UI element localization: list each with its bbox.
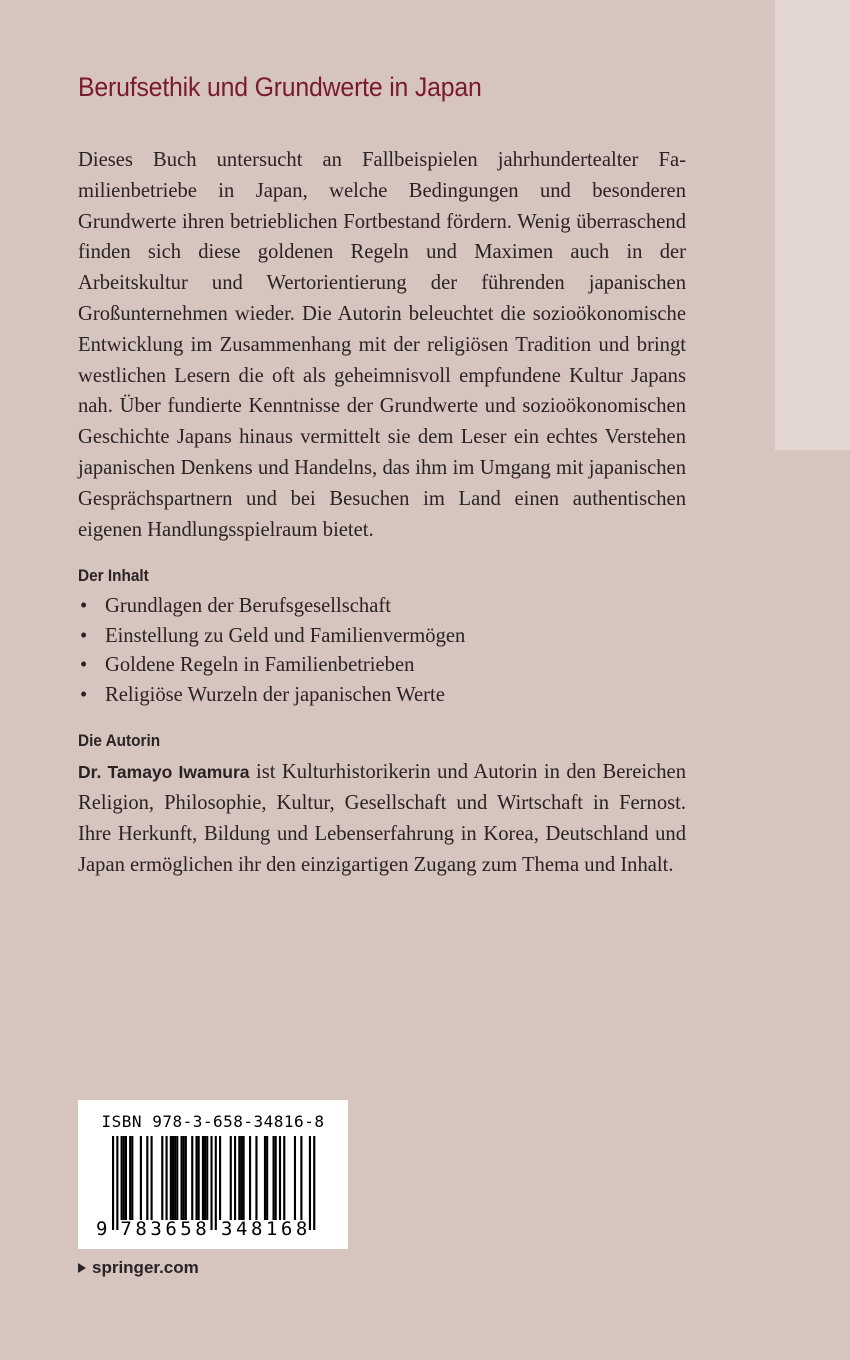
contents-heading: Der Inhalt [78, 567, 149, 586]
list-item: • Religiöse Wurzeln der japanischen Werte [78, 681, 686, 711]
ean-digit: 5 [180, 1218, 192, 1240]
arrow-right-icon [78, 1263, 86, 1273]
isbn-barcode [78, 1100, 348, 1249]
ean-digit: 3 [150, 1218, 162, 1240]
barcode-bar [204, 1136, 206, 1220]
barcode-bar [116, 1136, 118, 1230]
barcode-bar [191, 1136, 193, 1220]
barcode-bar [176, 1136, 178, 1220]
barcode-bar [275, 1136, 277, 1220]
barcode-bar [202, 1136, 204, 1220]
barcode-bar [313, 1136, 315, 1230]
barcode-bar [172, 1136, 174, 1220]
ean-digit: 9 [96, 1218, 108, 1240]
publisher-link-text[interactable]: springer.com [92, 1258, 199, 1277]
publisher-link[interactable] [78, 1258, 199, 1278]
barcode-bar [243, 1136, 245, 1220]
ean-digit: 1 [265, 1218, 278, 1240]
barcode-bar [129, 1136, 131, 1220]
bullet-icon: • [80, 624, 88, 647]
ean-digit: 8 [195, 1218, 207, 1240]
barcode-bar [238, 1136, 240, 1220]
barcode-bars [78, 1100, 348, 1249]
ean-digit: 6 [280, 1218, 293, 1240]
barcode-bar [210, 1136, 212, 1230]
barcode-bar [206, 1136, 208, 1220]
barcode-bar [215, 1136, 217, 1230]
ean-digit: 4 [236, 1218, 248, 1240]
isbn-label: ISBN 978-3-658-34816-8 [101, 1112, 325, 1131]
barcode-bar [279, 1136, 281, 1220]
barcode-bar [309, 1136, 311, 1230]
list-item: • Einstellung zu Geld und Familienvermögen [78, 622, 686, 652]
barcode-bar [166, 1136, 168, 1220]
bullet-icon: • [80, 654, 88, 677]
barcode-bar [283, 1136, 285, 1220]
barcode-bar [180, 1136, 182, 1220]
barcode-bar [121, 1136, 123, 1220]
barcode-bar [255, 1136, 257, 1220]
ean-digit: 8 [251, 1218, 263, 1240]
barcode-bar [125, 1136, 127, 1220]
ean-digit: 6 [165, 1218, 177, 1240]
barcode-bar [264, 1136, 266, 1220]
ean-digit: 7 [120, 1218, 132, 1240]
book-description: Dieses Buch untersucht an Fallbeispielen jahrhundertealter Familienbetriebe in Japan, welche Bedingungen und besonderen Grundwerte ihren betrieblichen Fortbestand fördern. Wenig überraschend finden sich diese goldenen Regeln und Maximen auch in der Arbeitskultur und Wertorientierung der führenden japanischen Großunternehmen wieder. Die Autorin beleuchtet die sozioökonomische Entwicklung im Zusammenhang mit der religiösen Tradition und bringt westlichen Lesern die oft als geheimnisvoll empfundene Kultur Japans nah. Über fundierte Kenntnisse der Grundwerte und sozioökonomischen Geschichte Japans hinaus vermittelt sie dem Leser ein echtes Verstehen japanischen Denkens und Handelns, das ihm im Umgang mit japanischen Gesprächspartnern und bei Besuchen im Land einen authentischen eigenen Handlungsspielraum bietet. [78, 149, 686, 541]
barcode-bar [183, 1136, 185, 1220]
barcode-bar [240, 1136, 242, 1220]
ean-digit: 3 [221, 1218, 233, 1240]
bullet-icon: • [80, 595, 88, 618]
barcode-bar [131, 1136, 133, 1220]
barcode-bar [195, 1136, 197, 1220]
author-name: Dr. Tamayo Iwamura [78, 762, 250, 783]
ean-digit: 8 [135, 1218, 147, 1240]
author-bio-text: ist Kulturhistorikerin und Autorin in den Bereichen Religion, Philosophie, Kultur, Gesellschaft und Wirtschaft in Fernost. Ihre Herkunft, Bildung und Lebenserfahrung in Korea, Deutschland und Japan ermöglichen ihr den einzigartigen Zugang zum Thema und Inhalt. [78, 761, 686, 876]
author-bio [78, 757, 686, 880]
list-item: • Goldene Regeln in Familienbetrieben [78, 651, 686, 681]
spine-strip [775, 0, 850, 450]
barcode-bar [249, 1136, 251, 1220]
list-item: • Grundlagen der Berufsgesellschaft [78, 592, 686, 622]
barcode-bar [219, 1136, 221, 1220]
ean-digit: 8 [295, 1218, 308, 1240]
barcode-bar [234, 1136, 236, 1220]
barcode-bar [266, 1136, 268, 1220]
barcode-bar [146, 1136, 148, 1220]
barcode-bar [161, 1136, 163, 1220]
author-heading: Die Autorin [78, 732, 161, 751]
barcode-bar [185, 1136, 187, 1220]
barcode-bar [112, 1136, 114, 1230]
barcode-bar [151, 1136, 153, 1220]
barcode-bar [273, 1136, 275, 1220]
barcode-bar [170, 1136, 172, 1220]
barcode-bar [230, 1136, 232, 1220]
book-title: Berufsethik und Grundwerte in Japan [78, 72, 482, 102]
barcode-bar [123, 1136, 125, 1220]
barcode-bar [140, 1136, 142, 1220]
barcode-bar [174, 1136, 176, 1220]
contents-list [78, 592, 686, 710]
barcode-bar [294, 1136, 296, 1220]
back-cover-content [78, 72, 686, 881]
barcode-bar [198, 1136, 200, 1220]
bullet-icon: • [80, 683, 88, 706]
barcode-bar [300, 1136, 302, 1220]
